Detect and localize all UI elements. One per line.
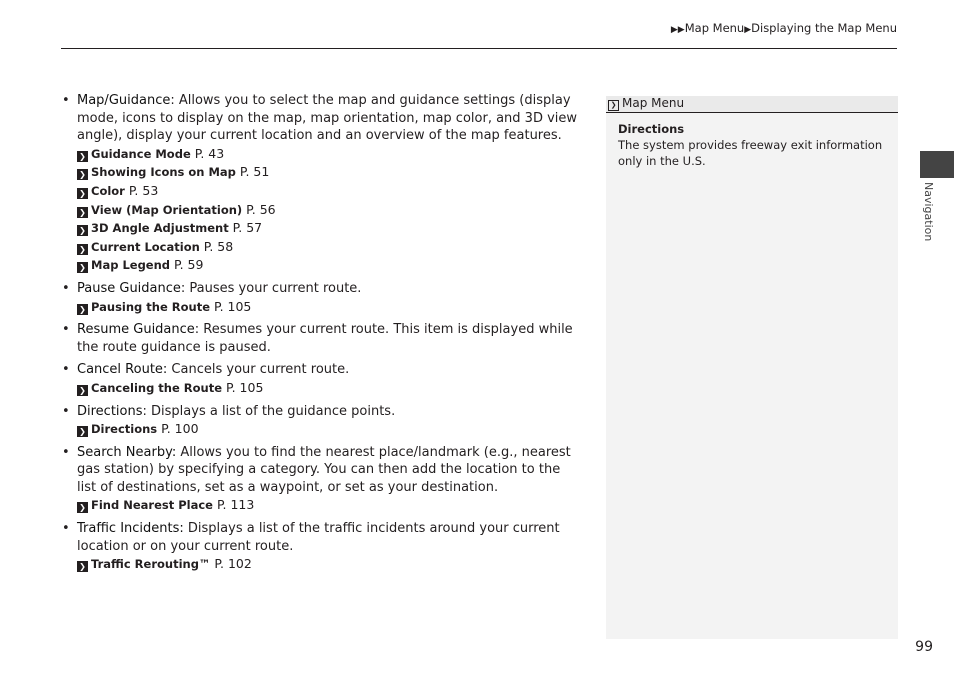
reference-arrow-icon: ❯ xyxy=(77,225,88,236)
cross-reference-link[interactable] xyxy=(77,379,581,398)
item-term: Cancel Route: xyxy=(77,362,168,378)
item-description: : Allows you to select the map and guidance settings (display mode, icons to display on the map, map orientation, map color, and 3D view angle), display your current location and an overview of the map features. xyxy=(77,93,578,144)
cross-reference-link[interactable] xyxy=(77,201,581,220)
reference-title: Find Nearest Place xyxy=(91,498,213,513)
reference-arrow-icon: ❯ xyxy=(77,262,88,273)
reference-arrow-icon: ❯ xyxy=(77,304,88,315)
reference-title: Showing Icons on Map xyxy=(91,165,236,180)
reference-arrow-icon: ❯ xyxy=(77,502,88,513)
cross-reference-link[interactable] xyxy=(77,496,581,515)
note-arrow-icon: ❯ xyxy=(608,100,619,111)
list-item xyxy=(61,520,581,574)
reference-page: P. 56 xyxy=(242,201,276,217)
cross-reference-link[interactable] xyxy=(77,163,581,182)
cross-reference-link[interactable] xyxy=(77,298,581,317)
breadcrumb-part-1[interactable]: Map Menu xyxy=(684,21,745,35)
page-number: 99 xyxy=(915,639,933,655)
reference-title: Traffic Rerouting™ xyxy=(91,557,211,572)
reference-page: P. 43 xyxy=(190,145,225,161)
reference-title: Canceling the Route xyxy=(91,380,223,395)
reference-arrow-icon: ❯ xyxy=(77,385,88,396)
reference-title: Map Legend xyxy=(91,258,171,273)
side-note-panel xyxy=(606,96,898,639)
list-item xyxy=(61,321,581,356)
item-term: Search Nearby: xyxy=(77,444,177,460)
section-tab-label: Navigation xyxy=(922,182,935,242)
list-item xyxy=(61,444,581,515)
reference-page: P. 59 xyxy=(170,257,204,273)
reference-arrow-icon: ❯ xyxy=(77,188,88,199)
cross-reference-link[interactable] xyxy=(77,219,581,238)
reference-page: P. 105 xyxy=(210,298,252,314)
reference-title: Directions xyxy=(91,422,158,437)
header-divider xyxy=(61,48,897,49)
item-description: : Pauses your current route. xyxy=(180,280,362,296)
reference-arrow-icon: ❯ xyxy=(77,207,88,218)
cross-reference-link[interactable] xyxy=(77,555,581,574)
reference-arrow-icon: ❯ xyxy=(77,426,88,437)
item-description: : Resumes your current route. This item is displayed while the route guidance is paused. xyxy=(77,322,573,355)
reference-title: Color xyxy=(91,183,125,198)
item-term: Pause Guidance xyxy=(77,280,181,296)
item-description: : Displays a list of the guidance points. xyxy=(142,403,396,419)
reference-page: P. 51 xyxy=(235,164,270,180)
reference-arrow-icon: ❯ xyxy=(77,561,88,572)
reference-title: Current Location xyxy=(91,239,200,254)
item-term: Map/Guidance xyxy=(77,93,171,108)
side-note-text: The system provides freeway exit information only in the U.S. xyxy=(618,138,883,168)
item-description: Cancels your current route. xyxy=(167,362,350,378)
side-note-title: Directions xyxy=(618,122,685,136)
reference-arrow-icon: ❯ xyxy=(77,169,88,180)
reference-page: P. 100 xyxy=(157,421,199,437)
cross-reference-link[interactable] xyxy=(77,256,581,275)
breadcrumb-part-2[interactable]: Displaying the Map Menu xyxy=(751,21,897,35)
reference-title: View (Map Orientation) xyxy=(91,202,243,217)
item-description: Allows you to find the nearest place/landmark (e.g., nearest gas station) by specifying a category. You can then add the location to the list of destinations, set as a waypoint, or set as your destination. xyxy=(77,444,571,495)
reference-page: P. 58 xyxy=(199,238,234,254)
menu-item-list xyxy=(61,92,581,574)
reference-title: Guidance Mode xyxy=(91,146,191,161)
cross-reference-link[interactable] xyxy=(77,145,581,164)
breadcrumb-separator-icon: ▶ xyxy=(744,25,752,35)
reference-page: P. 53 xyxy=(124,182,159,198)
reference-title: Pausing the Route xyxy=(91,299,211,314)
breadcrumb-arrows-icon: ▶▶ xyxy=(670,25,685,35)
item-term: Traffic Incidents: xyxy=(77,521,184,537)
side-note-body xyxy=(606,113,898,177)
cross-reference-link[interactable] xyxy=(77,182,581,201)
reference-arrow-icon: ❯ xyxy=(77,151,88,162)
side-note-header xyxy=(606,96,898,113)
breadcrumb xyxy=(671,21,897,35)
reference-arrow-icon: ❯ xyxy=(77,244,88,255)
list-item xyxy=(61,361,581,397)
reference-title: 3D Angle Adjustment xyxy=(91,221,229,236)
item-term: Resume Guidance xyxy=(77,322,195,338)
list-item xyxy=(61,92,581,275)
list-item xyxy=(61,403,581,439)
item-term: Directions xyxy=(77,403,143,419)
cross-reference-link[interactable] xyxy=(77,420,581,439)
section-tab-marker xyxy=(920,151,954,178)
reference-page: P. 57 xyxy=(228,220,263,236)
list-item xyxy=(61,280,581,316)
side-note-header-text: Map Menu xyxy=(622,96,685,110)
reference-page: P. 102 xyxy=(210,556,252,572)
main-content xyxy=(61,92,581,579)
reference-page: P. 105 xyxy=(222,379,264,395)
item-description: Displays a list of the traffic incidents around your current location or on your current route. xyxy=(77,521,560,554)
reference-page: P. 113 xyxy=(212,497,255,513)
cross-reference-link[interactable] xyxy=(77,238,581,257)
